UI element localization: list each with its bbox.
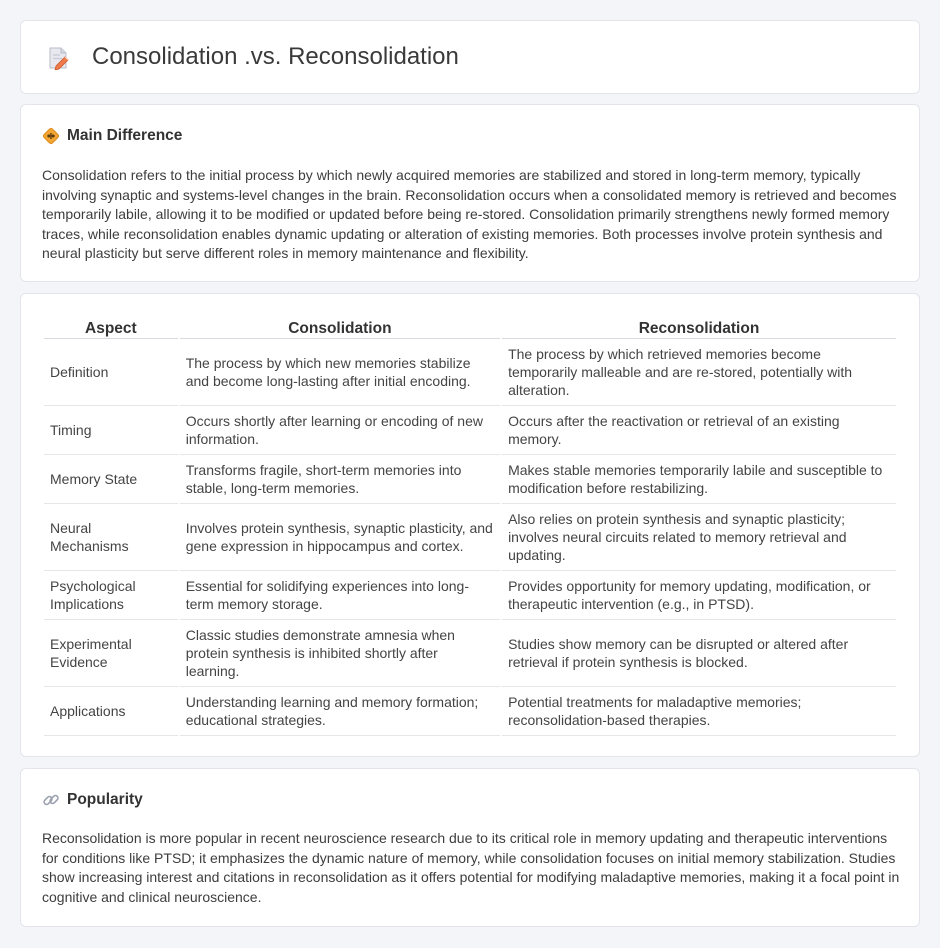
comparison-table [42, 313, 898, 736]
reconsolidation-cell: Provides opportunity for memory updating, modification, or therapeutic intervention (e.g., in PTSD). [502, 571, 896, 620]
main-difference-text: Consolidation refers to the initial process by which newly acquired memories are stabilized and stored in long-term memory, typically involving synaptic and systems-level changes in the brain. Reconsolidation occurs when a consolidated memory is retrieved and becomes temporarily labile, allowing it to be modified or updated before being re-stored. Consolidation primarily strengthens newly formed memory traces, while reconsolidation enables dynamic updating or alteration of existing memories. Both processes involve protein synthesis and neural plasticity but serve different roles in memory maintenance and flexibility. [42, 167, 897, 262]
link-icon [42, 791, 60, 809]
aspect-cell: Timing [44, 406, 178, 455]
consolidation-cell: Classic studies demonstrate amnesia when protein synthesis is inhibited shortly after learning. [180, 620, 500, 687]
reconsolidation-cell: Studies show memory can be disrupted or altered after retrieval if protein synthesis is blocked. [502, 620, 896, 687]
table-header-row [44, 313, 896, 339]
aspect-cell: Memory State [44, 455, 178, 504]
document-pencil-icon [47, 46, 69, 70]
consolidation-cell: Occurs shortly after learning or encoding of new information. [180, 406, 500, 455]
main-difference-heading [42, 127, 182, 145]
diamond-sign-icon [42, 127, 60, 145]
page-title: Consolidation .vs. Reconsolidation [92, 43, 459, 70]
reconsolidation-cell: Potential treatments for maladaptive memories; reconsolidation-based therapies. [502, 687, 896, 736]
header-card [20, 20, 920, 94]
reconsolidation-cell: Also relies on protein synthesis and synaptic plasticity; involves neural circuits related to memory retrieval and updating. [502, 504, 896, 571]
aspect-cell: Definition [44, 339, 178, 406]
popularity-title: Popularity [67, 791, 143, 808]
popularity-text: Reconsolidation is more popular in recent neuroscience research due to its critical role in memory updating and therapeutic interventions for conditions like PTSD; it emphasizes the dynamic nature of memory, while consolidation focuses on initial memory stabilization. Studies show increasing interest and citations in reconsolidation as it offers potential for modifying maladaptive memories, making it a focal point in cognitive and clinical neuroscience. [42, 830, 900, 905]
aspect-cell: Experimental Evidence [44, 620, 178, 687]
consolidation-cell: The process by which new memories stabilize and become long-lasting after initial encoding. [180, 339, 500, 406]
main-difference-title: Main Difference [67, 127, 183, 144]
popularity-heading [42, 791, 143, 809]
consolidation-cell: Involves protein synthesis, synaptic plasticity, and gene expression in hippocampus and cortex. [180, 504, 500, 571]
table-row [44, 620, 896, 687]
table-row [44, 571, 896, 620]
header-aspect: Aspect [44, 313, 178, 339]
table-row [44, 504, 896, 571]
table-row [44, 687, 896, 736]
reconsolidation-cell: Makes stable memories temporarily labile and susceptible to modification before restabilizing. [502, 455, 896, 504]
popularity-card [20, 768, 920, 927]
table-row [44, 406, 896, 455]
reconsolidation-cell: The process by which retrieved memories become temporarily malleable and are re-stored, potentially with alteration. [502, 339, 896, 406]
reconsolidation-cell: Occurs after the reactivation or retrieval of an existing memory. [502, 406, 896, 455]
consolidation-cell: Understanding learning and memory formation; educational strategies. [180, 687, 500, 736]
consolidation-cell: Essential for solidifying experiences into long-term memory storage. [180, 571, 500, 620]
comparison-table-card [20, 293, 920, 757]
header-consolidation: Consolidation [180, 313, 500, 339]
table-row [44, 339, 896, 406]
main-difference-card [20, 104, 920, 282]
aspect-cell: Neural Mechanisms [44, 504, 178, 571]
aspect-cell: Psychological Implications [44, 571, 178, 620]
aspect-cell: Applications [44, 687, 178, 736]
consolidation-cell: Transforms fragile, short-term memories into stable, long-term memories. [180, 455, 500, 504]
table-row [44, 455, 896, 504]
header-reconsolidation: Reconsolidation [502, 313, 896, 339]
